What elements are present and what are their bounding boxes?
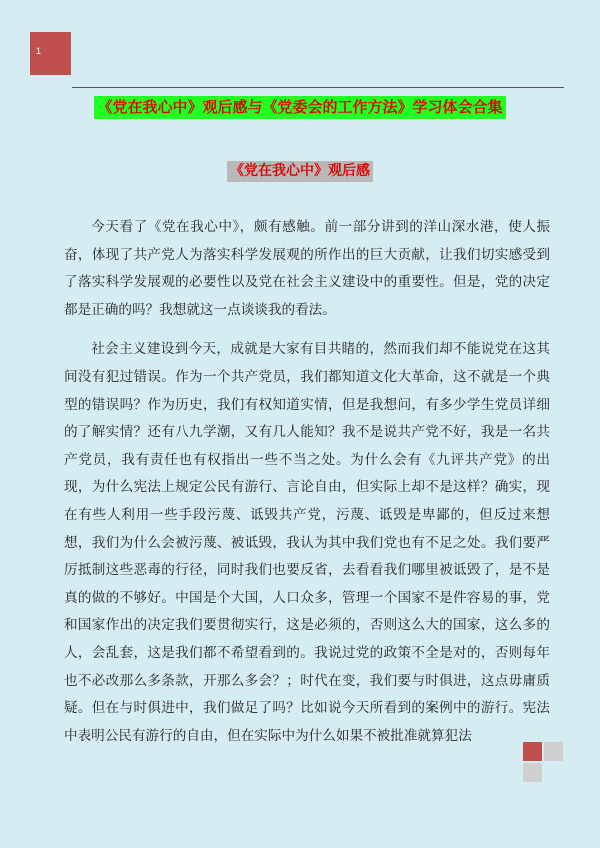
document-title-block — [0, 96, 600, 119]
section-title-block — [0, 160, 600, 182]
document-title: 《党在我心中》观后感与《党委会的工作方法》学习体会合集 — [94, 96, 505, 119]
decor-square-gray — [544, 742, 563, 761]
decor-square-gray — [523, 763, 542, 782]
header-divider — [72, 87, 564, 88]
section-title: 《党在我心中》观后感 — [227, 161, 373, 182]
corner-decoration — [523, 742, 563, 782]
document-body — [64, 214, 550, 762]
decor-square-red — [523, 742, 542, 761]
page-number-badge — [30, 32, 71, 75]
paragraph: 今天看了《党在我心中》，颇有感触。前一部分讲到的洋山深水港，使人振奋，体现了共产党人为落实科学发展观的所作出的巨大贡献，让我们切实感受到了落实科学发展观的必要性以及党在社会主义建设中的重要性。但是，党的决定都是正确的吗？我想就这一点谈谈我的看法。 — [64, 219, 550, 318]
paragraph: 社会主义建设到今天，成就是大家有目共睹的，然而我们却不能说党在这其间没有犯过错误。作为一个共产党员，我们都知道文化大革命，这不就是一个典型的错误吗？作为历史，我们有权知道实情，但是我想问，有多少学生党员详细的了解实情？还有八九学潮，又有几人能知？我不是说共产党不好，我是一名共产党员，我有责任也有权指出一些不当之处。为什么会有《九评共产党》的出现，为什么宪法上规定公民有游行、言论自由，但实际上却不是这样？确实，现在有些人利用一些手段污蔑、诋毁共产党，污蔑、诋毁是卑鄙的，但反过来想想，我们为什么会被污蔑、被诋毁，我认为其中我们党也有不足之处。我们要严厉抵制这些恶毒的行径，同时我们也要反省，去看看我们哪里被诋毁了，是不是真的做的不够好。中国是个大国，人口众多，管理一个国家不是件容易的事，党和国家作出的决定我们要贯彻实行，这是必须的，否则这么大的国家，这么多的人，会乱套，这是我们都不希望看到的。我说过党的政策不全是对的，否则每年也不必改那么多条款，开那么多会？；时代在变，我们要与时俱进，这点毋庸质疑。但在与时俱进中，我们做足了吗？比如说今天所看到的案例中的游行。宪法中表明公民有游行的自由，但在实际中为什么如果不被批准就算犯法 — [64, 341, 550, 744]
page-number: 1 — [36, 46, 42, 56]
